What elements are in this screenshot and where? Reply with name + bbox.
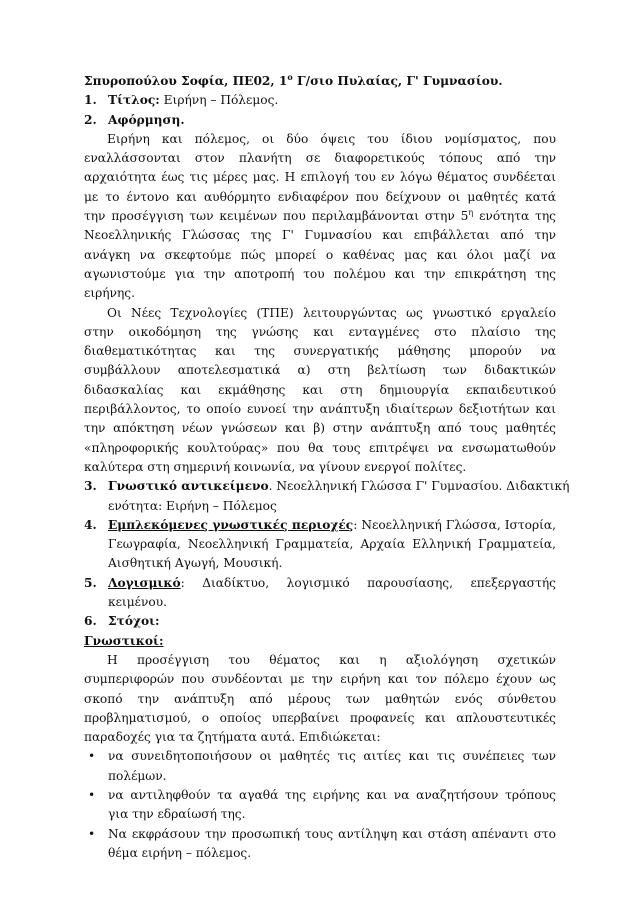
cognitive-paragraph: [84, 651, 556, 747]
section-value: : Διαδίκτυο, λογισμικό παρουσίασης, επεξεργαστής: [180, 575, 556, 590]
goals-bullet-list: [84, 747, 556, 863]
section-value: Ειρήνη – Πόλεμος.: [159, 93, 279, 108]
bullet-icon: •: [88, 787, 96, 802]
list-item-line: Να εκφράσουν την προσωπική τους αντίληψη και στάση απέναντι στο: [108, 826, 556, 841]
section-line: [84, 477, 570, 496]
paragraph-line: την απόκτηση νέων γνώσεων και β) στην ανάπτυξη από τους μαθητές: [84, 421, 556, 436]
paragraph-line: με το έντονο και αυθόρμητο ενδιαφέρον που δείχνουν οι μαθητές κατά: [84, 189, 556, 204]
paragraph-line: περιβάλλοντος, το οποίο ευνοεί την ανάπτυξη ιδιαίτερων δεξιοτήτων και: [84, 402, 556, 417]
author-header-text: Σπυροπούλου Σοφία, ΠΕ02, 1: [84, 74, 288, 88]
list-item-line: θέμα ειρήνη – πόλεμος.: [108, 845, 252, 860]
document-body: [84, 71, 570, 863]
paragraph-line: διαθεματικότητας και της συνεργατικής μάθησης μπορούν να: [84, 344, 556, 359]
paragraph-text: την προσέγγιση των κειμένων που περιλαμβάνονται στην 5: [84, 209, 469, 224]
paragraph-line: στην οικοδόμηση της γνώσης και ενταγμένες στο πλαίσιο της: [84, 324, 556, 339]
section-motivation: [84, 111, 556, 130]
paragraph-line: «πληροφορικής κουλτούρας» που θα τους επιτρέψει να ενσωματωθούν: [84, 440, 556, 455]
author-header-sup: ο: [287, 71, 293, 82]
author-header: [84, 72, 556, 91]
section-software: [84, 574, 556, 613]
paragraph-line: διδασκαλίας και εκμάθησης και στη δημιουργία εκπαιδευτικού: [84, 382, 556, 397]
section-label: Αφόρμηση.: [108, 112, 185, 127]
section-label: Εμπλεκόμενες γνωστικές περιοχές: [108, 517, 354, 532]
paragraph-line: εναλλάσσονται στον πλανήτη σε διαφορετικούς τόπους από την: [84, 151, 556, 166]
cognitive-heading: Γνωστικοί:: [84, 633, 164, 648]
section-label: Γνωστικό αντικείμενο: [108, 479, 269, 494]
motivation-paragraph-1: [84, 130, 556, 304]
bullet-icon: •: [88, 749, 96, 764]
section-number: 5.: [84, 575, 97, 590]
paragraph-line: Οι Νέες Τεχνολογίες (ΤΠΕ) λειτουργώντας ως γνωστικό εργαλείο: [107, 305, 556, 320]
section-subject: [84, 477, 570, 516]
paragraph-line: ειρήνης.: [84, 286, 135, 301]
list-item-line: να αντιληφθούν τα αγαθά της ειρήνης και να αναζητήσουν τρόπους: [108, 787, 556, 802]
paragraph-line: Ειρήνη και πόλεμος, οι δύο όψεις του ίδιου νομίσματος, που: [107, 131, 556, 146]
section-goals: [84, 612, 556, 631]
section-number: 3.: [84, 479, 97, 494]
section-line: Γεωγραφία, Νεοελληνική Γραμματεία, Αρχαία Ελληνική Γραμματεία,: [108, 537, 556, 552]
list-item: [84, 747, 556, 786]
list-item: [84, 786, 556, 825]
section-label: Τίτλος:: [108, 93, 160, 108]
paragraph-line: σκοπό την ανάπτυξη από μέρους των μαθητών ενός σύνθετου: [84, 691, 556, 706]
superscript: η: [468, 208, 474, 218]
section-number: 1.: [84, 93, 97, 108]
section-line: [84, 574, 556, 593]
paragraph-line: αγωνιστούμε για την αποτροπή του πολέμου και την επικράτηση της: [84, 266, 556, 281]
paragraph-line: παραδοχές για τα ζητήματα αυτά. Επιδιώκεται:: [84, 730, 381, 745]
section-number: 6.: [84, 614, 97, 629]
section-areas: [84, 516, 556, 574]
section-line: Αισθητική Αγωγή, Μουσική.: [108, 556, 283, 571]
section-label: Στόχοι:: [108, 614, 160, 629]
section-title: [84, 91, 556, 110]
section-number: 4.: [84, 517, 97, 532]
section-line: [84, 516, 556, 535]
section-line: κειμένου.: [108, 595, 167, 610]
paragraph-line: Νεοελληνικής Γλώσσας της Γ' Γυμνασίου και επιβάλλεται από την: [84, 228, 556, 243]
list-item-line: να συνειδητοποιήσουν οι μαθητές τις αιτίες και τις συνέπειες των: [108, 749, 556, 764]
section-number: 2.: [84, 112, 97, 127]
list-item-line: για την εδραίωσή της.: [108, 807, 246, 822]
motivation-paragraph-2: [84, 304, 556, 478]
paragraph-line: καλύτερα στη σημερινή κοινωνία, να γίνουν ενεργοί πολίτες.: [84, 459, 467, 474]
section-label: Λογισμικό: [108, 575, 181, 590]
paragraph-line: συμβάλλουν αποτελεσματικά α) στη βελτίωση των διδακτικών: [84, 363, 556, 378]
paragraph-line: Η προσέγγιση του θέματος και η αξιολόγηση σχετικών: [107, 652, 556, 667]
author-header-text-2: Γ/σιο Πυλαίας, Γ' Γυμνασίου.: [292, 74, 503, 88]
paragraph-line: συμπεριφορών που συνδέονται με την ειρήνη και τον πόλεμο έχουν ως: [84, 672, 556, 687]
list-item: [84, 825, 556, 864]
list-item-line: πολέμων.: [108, 768, 167, 783]
section-value: : Νεοελληνική Γλώσσα, Ιστορία,: [353, 517, 556, 532]
paragraph-line: προβληματισμού, ο οποίος υπερβαίνει προφανείς και απλουστευτικές: [84, 710, 556, 725]
section-line: ενότητα: Ειρήνη – Πόλεμος: [108, 498, 277, 513]
section-value: . Νεοελληνική Γλώσσα Γ' Γυμνασίου. Διδακτική: [268, 479, 570, 494]
paragraph-line: ανάγκη να σκεφτούμε πώς μπορεί ο καθένας μας και όλοι μαζί να: [84, 247, 556, 262]
paragraph-text: ενότητα της: [473, 209, 556, 224]
bullet-icon: •: [88, 826, 96, 841]
paragraph-line: [84, 207, 556, 226]
paragraph-line: αρχαιότητα έως τις μέρες μας. Η επιλογή του εν λόγω θέματος συνδέεται: [84, 170, 556, 185]
